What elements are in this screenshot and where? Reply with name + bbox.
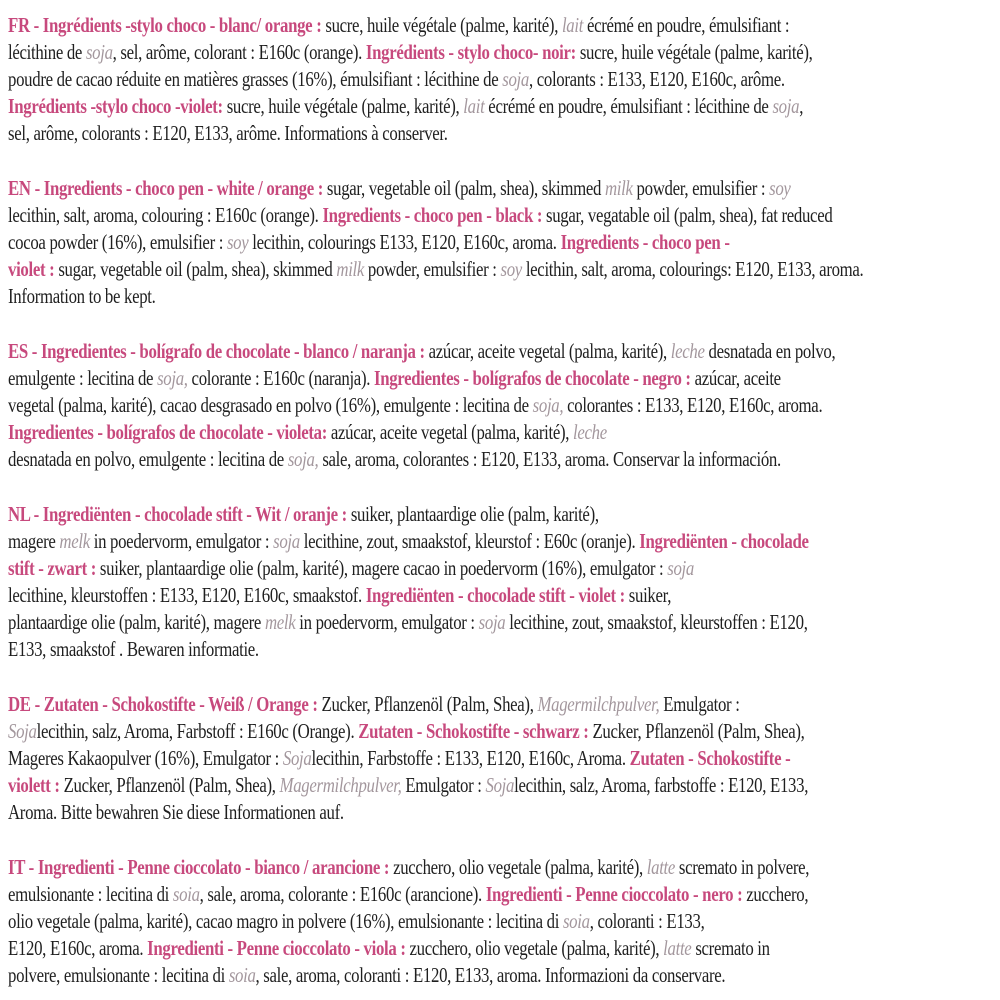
ingredient-body-run: lecithin, salt, aroma, colouring : E160c (orange). [8,203,319,227]
ingredient-body-run: lecithin, Farbstoffe : E133, E120, E160c, Aroma. [311,746,630,770]
allergen-word-run: leche [670,339,705,363]
ingredients-section-nl [8,501,990,663]
ingredient-body-run: lecithin, salz, Aroma, farbstoffe : E120, E133, Aroma. Bitte bewahren Sie diese Informationen auf. [8,773,809,824]
ingredient-header-run: IT - Ingredienti - Penne cioccolato - bianco / arancione : [8,855,394,879]
allergen-word-run: leche [573,420,607,444]
ingredient-body-run: lecithin, salz, Aroma, Farbstoff : E160c (Orange). [36,719,359,743]
ingredient-header-run: Ingredientes - bolígrafos de chocolate - violeta: [8,420,331,444]
ingredient-header-run: Ingredients - choco pen - black : [322,203,546,227]
ingredient-body-run: suiker, plantaardige olie (palm, karité), magere cacao in poedervorm (16%), emulgator : [99,556,668,580]
ingredient-body-run: suiker, plantaardige olie (palm, karité), magere [8,502,599,553]
ingredients-section-en [8,175,990,310]
ingredient-body-run: azúcar, aceite vegetal (palma, karité), [428,339,671,363]
allergen-word-run: soja [478,610,506,634]
ingredient-body-run: in poedervorm, emulgator : [295,610,479,634]
ingredient-header-run: Zutaten - Schokostifte - violett : [8,746,791,797]
ingredient-header-run: NL - Ingrediënten - chocolade stift - Wit / oranje : [8,502,351,526]
allergen-word-run: soia [172,882,200,906]
ingredient-body-run: scremato in polvere, emulsionante : lecitina di [8,855,810,906]
ingredient-body-run: , colorants : E133, E120, E160c, arôme. [528,67,785,91]
ingredient-body-run: , sale, aroma, colorante : E160c (arancione). [199,882,486,906]
allergen-word-run: soja [667,556,694,580]
ingredients-section-fr [8,12,990,147]
ingredient-header-run: Ingrédients -stylo choco -violet: [8,94,223,118]
ingredient-body-run: powder, emulsifier : [364,257,501,281]
allergen-word-run: milk [605,176,633,200]
ingredient-body-run: lecithine, zout, smaakstof, kleurstof : E60c (oranje). [299,529,640,553]
allergen-word-run: soy [500,257,522,281]
allergen-word-run: soja [85,40,113,64]
ingredient-header-run: Ingredients - choco pen - violet : [8,230,730,281]
ingredient-body-run: azúcar, aceite vegetal (palma, karité), [330,420,574,444]
ingredient-body-run: écrémé en poudre, émulsifiant : lécithine de [484,94,773,118]
ingredient-header-run: ES - Ingredientes - bolígrafo de chocolate - blanco / naranja : [8,339,429,363]
allergen-word-run: soja, [532,393,564,417]
allergen-word-run: soia [562,909,590,933]
allergen-word-run: Soja [485,773,515,797]
ingredient-body-run: sugar, vegatable oil (palm, shea), fat reduced cocoa powder (16%), emulsifier : [8,203,833,254]
ingredient-body-run: lecithine, kleurstoffen : E133, E120, E160c, smaakstof. [8,583,362,607]
ingredient-body-run: colorante : E160c (naranja). [187,366,374,390]
ingredient-body-run: écrémé en poudre, émulsifiant : lécithine de [8,13,790,64]
ingredient-body-run: lecithin, colourings E133, E120, E160c, aroma. [248,230,561,254]
ingredient-header-run: Ingrediënten - chocolade stift - zwart : [8,529,809,580]
ingredient-body-run: Zucker, Pflanzenöl (Palm, Shea), [63,773,280,797]
ingredient-body-run: colorantes : E133, E120, E160c, aroma. [567,393,823,417]
ingredient-header-run: FR - Ingrédients -stylo choco - blanc/ orange : [8,13,326,37]
allergen-word-run: latte [663,936,692,960]
ingredient-body-run: in poedervorm, emulgator : [89,529,274,553]
ingredient-body-run: scremato in polvere, emulsionante : lecitina di [8,936,770,987]
allergen-word-run: soja [772,94,800,118]
ingredient-body-run: zucchero, olio vegetale (palma, karité), [393,855,647,879]
allergen-word-run: latte [646,855,676,879]
ingredient-body-run: sucre, huile végétale (palme, karité), poudre de cacao réduite en matières grasses (16%), émulsifiant : lécithine de [8,40,813,91]
allergen-word-run: soja [502,67,529,91]
ingredient-body-run: sugar, vegetable oil (palm, shea), skimmed [326,176,605,200]
ingredient-header-run: Ingredienti - Penne cioccolato - viola : [147,936,410,960]
ingredient-header-run: EN - Ingredients - choco pen - white / orange : [8,176,327,200]
ingredient-body-run: azúcar, aceite vegetal (palma, karité), cacao desgrasado en polvo (16%), emulgente : lecitina de [8,366,781,417]
allergen-word-run: soja [273,529,300,553]
allergen-word-run: milk [336,257,365,281]
ingredient-body-run: lecithine, zout, smaakstof, kleurstoffen : E120, E133, smaakstof . Bewaren informatie. [8,610,808,661]
allergen-word-run: Magermilchpulver, [537,692,660,716]
allergen-word-run: soja, [287,447,319,471]
ingredient-header-run: Zutaten - Schokostifte - schwarz : [358,719,593,743]
ingredient-body-run: Zucker, Pflanzenöl (Palm, Shea), [321,692,538,716]
allergen-word-run: melk [59,529,90,553]
ingredient-body-run: sucre, huile végétale (palme, karité), [222,94,464,118]
ingredient-body-run: , sel, arôme, colorant : E160c (orange). [112,40,366,64]
ingredient-header-run: Ingredientes - bolígrafos de chocolate - negro : [373,366,695,390]
ingredient-header-run: Ingrediënten - chocolade stift - violet : [365,583,629,607]
ingredients-section-it [8,854,990,989]
ingredient-body-run: lecithin, salt, aroma, colourings: E120, E133, aroma. Information to be kept. [8,257,864,308]
allergen-word-run: lait [463,94,485,118]
allergen-word-run: soy [226,230,249,254]
ingredients-section-de [8,691,990,826]
ingredient-body-run: zucchero, olio vegetale (palma, karité), cacao magro in polvere (16%), emulsionante : lecitina di [8,882,809,933]
allergen-word-run: Soja [282,746,312,770]
ingredient-body-run: sale, aroma, colorantes : E120, E133, aroma. Conservar la información. [318,447,781,471]
ingredient-header-run: DE - Zutaten - Schokostifte - Weiß / Orange : [8,692,322,716]
ingredient-body-run: desnatada en polvo, emulgente : lecitina de [8,447,284,471]
ingredient-body-run: powder, emulsifier : [632,176,770,200]
ingredient-header-run: Ingredienti - Penne cioccolato - nero : [485,882,747,906]
ingredient-header-run: Ingrédients - stylo choco- noir: [365,40,576,64]
ingredient-body-run: , coloranti : E133, E120, E160c, aroma. [8,909,705,960]
ingredient-body-run: , sel, arôme, colorants : E120, E133, arôme. Informations à conserver. [8,94,804,145]
ingredient-body-run: sucre, huile végétale (palme, karité), [325,13,562,37]
allergen-word-run: Soja [8,719,37,743]
ingredient-body-run: Emulgator : [401,773,486,797]
ingredient-body-run: desnatada en polvo, emulgente : lecitina de [8,339,836,390]
allergen-word-run: soy [769,176,791,200]
ingredient-body-run: Zucker, Pflanzenöl (Palm, Shea), Mageres Kakaopulver (16%), Emulgator : [8,719,805,770]
ingredient-body-run: zucchero, olio vegetale (palma, karité), [409,936,664,960]
allergen-word-run: Magermilchpulver, [279,773,402,797]
ingredient-body-run: sugar, vegetable oil (palm, shea), skimmed [58,257,337,281]
ingredient-body-run: suiker, plantaardige olie (palm, karité), magere [8,583,672,634]
allergen-word-run: soia [228,963,256,987]
allergen-word-run: soja, [157,366,188,390]
allergen-word-run: lait [561,13,584,37]
allergen-word-run: melk [264,610,296,634]
ingredients-section-es [8,338,990,473]
ingredient-body-run: , sale, aroma, coloranti : E120, E133, aroma. Informazioni da conservare. [255,963,726,987]
ingredient-body-run: Emulgator : [663,692,740,716]
